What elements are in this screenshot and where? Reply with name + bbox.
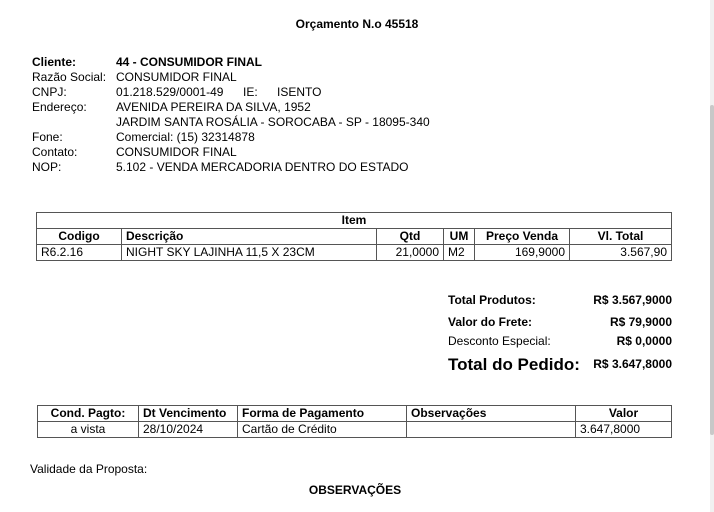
- total-pedido-label: Total do Pedido:: [448, 355, 580, 374]
- item-total: 3.567,90: [570, 245, 672, 261]
- contato-value: CONSUMIDOR FINAL: [116, 145, 237, 159]
- scrollbar-thumb[interactable]: [710, 105, 714, 435]
- items-header-um: UM: [444, 229, 475, 245]
- payment-header-observacoes: Observações: [407, 406, 576, 422]
- observacoes-heading: OBSERVAÇÕES: [308, 483, 402, 497]
- payment-header-forma: Forma de Pagamento: [238, 406, 407, 422]
- endereco-line2: JARDIM SANTA ROSÁLIA - SOROCABA - SP - 18095-340: [116, 115, 430, 129]
- total-produtos-value: R$ 3.567,9000: [593, 293, 672, 307]
- total-pedido-value: R$ 3.647,8000: [593, 357, 672, 371]
- items-header-preco: Preço Venda: [475, 229, 570, 245]
- cnpj-value: 01.218.529/0001-49: [116, 85, 224, 99]
- valor-frete-value: R$ 79,9000: [609, 315, 672, 329]
- nop-label: NOP:: [32, 160, 62, 174]
- contato-label: Contato:: [32, 145, 78, 159]
- item-descricao: NIGHT SKY LAJINHA 11,5 X 23CM: [122, 245, 377, 261]
- payment-header-valor: Valor: [576, 406, 672, 422]
- payment-vencimento: 28/10/2024: [139, 422, 238, 438]
- item-qtd: 21,0000: [377, 245, 444, 261]
- fone-value: Comercial: (15) 32314878: [116, 130, 255, 144]
- endereco-label: Endereço:: [32, 100, 87, 114]
- ie-value: ISENTO: [277, 85, 322, 99]
- items-header-qtd: Qtd: [377, 229, 444, 245]
- document-title: Orçamento N.o 45518: [295, 17, 419, 31]
- endereco-line1: AVENIDA PEREIRA DA SILVA, 1952: [116, 100, 311, 114]
- cnpj-label: CNPJ:: [32, 85, 67, 99]
- items-table-caption: Item: [37, 213, 672, 229]
- desconto-especial-label: Desconto Especial:: [448, 334, 551, 348]
- table-row: [37, 245, 672, 261]
- valor-frete-label: Valor do Frete:: [448, 315, 533, 329]
- vertical-scrollbar[interactable]: [710, 0, 714, 512]
- item-um: M2: [444, 245, 475, 261]
- payment-table: [37, 405, 672, 438]
- payment-header-cond: Cond. Pagto:: [38, 406, 139, 422]
- payment-header-vencimento: Dt Vencimento: [139, 406, 238, 422]
- items-header-total: Vl. Total: [570, 229, 672, 245]
- items-table: [36, 212, 672, 261]
- desconto-especial-value: R$ 0,0000: [616, 334, 672, 348]
- razao-social-value: CONSUMIDOR FINAL: [116, 70, 237, 84]
- cliente-label: Cliente:: [32, 55, 77, 69]
- item-preco: 169,9000: [475, 245, 570, 261]
- nop-value: 5.102 - VENDA MERCADORIA DENTRO DO ESTADO: [116, 160, 409, 174]
- razao-social-label: Razão Social:: [32, 70, 107, 84]
- cliente-value: 44 - CONSUMIDOR FINAL: [116, 55, 263, 69]
- payment-cond: a vista: [38, 422, 139, 438]
- items-header-descricao: Descrição: [122, 229, 377, 245]
- validade-label: Validade da Proposta:: [30, 462, 148, 476]
- item-codigo: R6.2.16: [37, 245, 122, 261]
- payment-valor: 3.647,8000: [576, 422, 672, 438]
- payment-forma: Cartão de Crédito: [238, 422, 407, 438]
- fone-label: Fone:: [32, 130, 63, 144]
- total-produtos-label: Total Produtos:: [448, 293, 536, 307]
- payment-observacoes: [407, 422, 576, 438]
- table-row: [38, 422, 672, 438]
- items-header-codigo: Codigo: [37, 229, 122, 245]
- ie-label: IE:: [243, 85, 258, 99]
